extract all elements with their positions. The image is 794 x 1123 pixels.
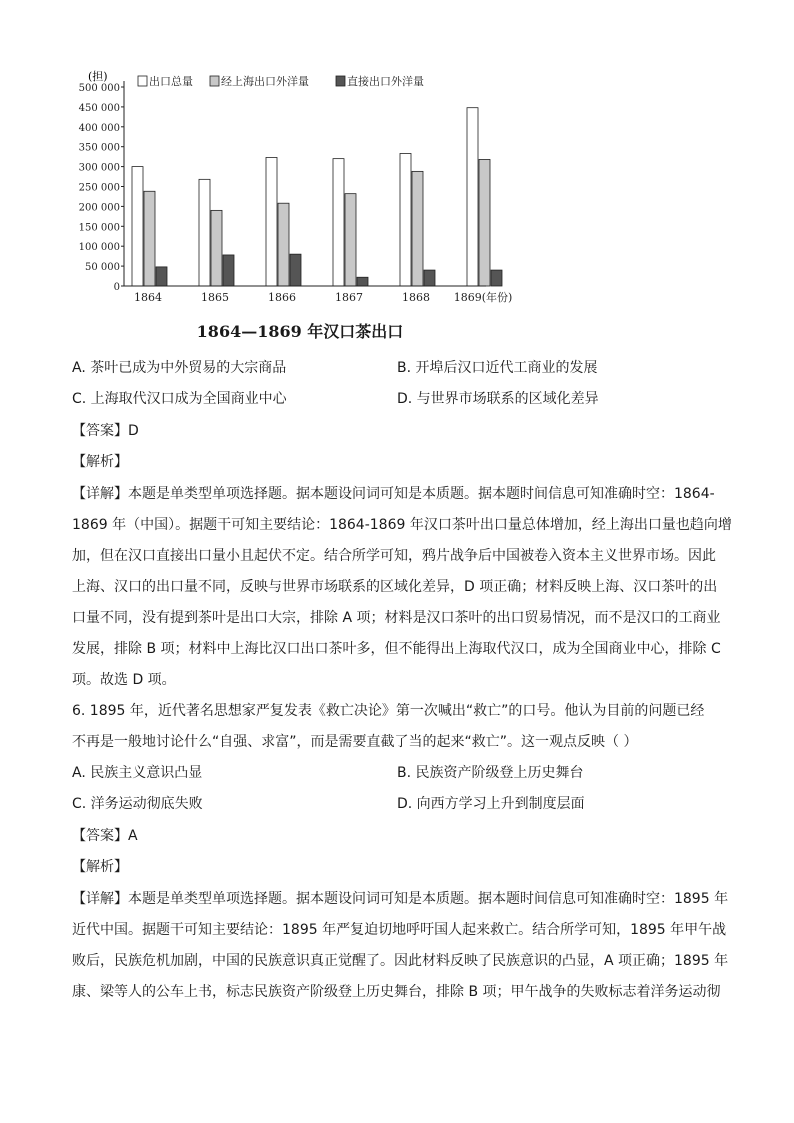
q6-analysis-tag: 【解析】 xyxy=(72,859,128,875)
legend-label: 出口总量 xyxy=(149,75,193,88)
q6-option-d[interactable]: D. 向西方学习上升到制度层面 xyxy=(397,796,585,812)
bar xyxy=(199,179,210,286)
answer-tag: 【答案】 xyxy=(72,423,128,439)
y-tick-label: 250 000 xyxy=(78,182,120,194)
y-axis xyxy=(79,81,124,293)
q5-detail-line: 项。故选 D 项。 xyxy=(72,672,176,688)
legend-label: 经上海出口外洋量 xyxy=(221,75,309,88)
bar xyxy=(278,203,289,286)
bar xyxy=(290,254,301,286)
x-tick-label: 1868 xyxy=(402,291,430,304)
bar xyxy=(424,270,435,286)
q6-answer xyxy=(72,826,138,846)
q5-answer xyxy=(72,421,139,441)
q6-option-c[interactable]: C. 洋务运动彻底失败 xyxy=(72,796,203,812)
bar xyxy=(156,267,167,286)
q6-detail-line: 近代中国。据题干可知主要结论：1895 年严复迫切地呼吁国人起来救亡。结合所学可知，1895 年甲午战 xyxy=(72,922,727,938)
x-tick-label: 1866 xyxy=(268,291,296,304)
q5-option-a[interactable]: A. 茶叶已成为中外贸易的大宗商品 xyxy=(72,360,287,376)
y-tick-label: 150 000 xyxy=(78,222,120,234)
q5-option-c[interactable]: C. 上海取代汉口成为全国商业中心 xyxy=(72,391,287,407)
y-unit-label: (担) xyxy=(88,70,108,83)
bar xyxy=(479,159,490,286)
q5-detail-line: 口量不同，没有提到茶叶是出口大宗，排除 A 项；材料是汉口茶叶的出口贸易情况，而不是汉口的工商业 xyxy=(72,610,721,626)
q6-stem-line: 6. 1895 年，近代著名思想家严复发表《救亡决论》第一次喊出“救亡”的口号。他认为目前的问题已经 xyxy=(72,703,705,719)
y-tick-label: 500 000 xyxy=(78,83,120,94)
answer-value: D xyxy=(128,423,139,439)
answer-tag: 【答案】 xyxy=(72,828,128,844)
bar xyxy=(412,171,423,286)
q5-detail-line: 上海、汉口的出口量不同，反映与世界市场联系的区域化差异，D 项正确；材料反映上海、汉口茶叶的出 xyxy=(72,579,718,595)
y-tick-label: 350 000 xyxy=(78,142,120,154)
q6-option-a[interactable]: A. 民族主义意识凸显 xyxy=(72,765,203,781)
bars-group xyxy=(132,108,502,286)
bar xyxy=(211,210,222,286)
q5-option-d[interactable]: D. 与世界市场联系的区域化差异 xyxy=(397,391,599,407)
y-tick-label: 450 000 xyxy=(78,102,120,114)
q5-detail-line: 【详解】本题是单类型单项选择题。据本题设问词可知是本质题。据本题时间信息可知准确时空：1864- xyxy=(72,486,715,502)
legend-swatch xyxy=(138,76,147,86)
legend-swatch xyxy=(210,76,219,86)
tea-export-bar-chart xyxy=(66,66,513,304)
q6-detail xyxy=(72,884,729,1008)
bar xyxy=(400,153,411,286)
bar xyxy=(357,277,368,286)
q5-detail-line: 1869 年（中国）。据题干可知主要结论：1864-1869 年汉口茶叶出口量总体增加，经上海出口量也趋向增 xyxy=(72,517,732,533)
y-tick-label: 100 000 xyxy=(78,242,120,254)
x-tick-label: 1865 xyxy=(201,291,229,304)
bar xyxy=(491,270,502,286)
q5-detail-line: 加，但在汉口直接出口量小且起伏不定。结合所学可知，鸦片战争后中国被卷入资本主义世界市场。因此 xyxy=(72,548,716,564)
bar xyxy=(144,191,155,286)
q6-stem xyxy=(72,696,726,758)
q6-detail-line: 【详解】本题是单类型单项选择题。据本题设问词可知是本质题。据本题时间信息可知准确时空：1895 年 xyxy=(72,891,729,907)
q5-detail-line: 发展，排除 B 项；材料中上海比汉口出口茶叶多，但不能得出上海取代汉口，成为全国商业中心，排除 C xyxy=(72,641,721,657)
bar xyxy=(333,159,344,286)
x-tick-label: 1867 xyxy=(335,291,363,304)
q6-option-b[interactable]: B. 民族资产阶级登上历史舞台 xyxy=(397,765,584,781)
bar xyxy=(345,194,356,286)
y-tick-label: 200 000 xyxy=(78,202,120,214)
bar xyxy=(132,167,143,286)
y-tick-label: 0 xyxy=(113,282,120,293)
legend-swatch xyxy=(336,76,345,86)
chart-legend xyxy=(138,74,424,88)
q6-stem-line: 不再是一般地讨论什么“自强、求富”，而是需要直截了当的起来“救亡”。这一观点反映（ ） xyxy=(72,734,638,750)
chart-title: 1864—1869 年汉口茶出口 xyxy=(196,322,404,341)
q6-detail-line: 康、梁等人的公车上书，标志民族资产阶级登上历史舞台，排除 B 项；甲午战争的失败标志着洋务运动彻 xyxy=(72,984,721,1000)
y-tick-label: 300 000 xyxy=(78,162,120,174)
q5-analysis-tag: 【解析】 xyxy=(72,454,128,470)
legend-label: 直接出口外洋量 xyxy=(347,75,424,88)
q5-option-b[interactable]: B. 开埠后汉口近代工商业的发展 xyxy=(397,360,598,376)
x-tick-label: 1864 xyxy=(134,291,162,304)
answer-value: A xyxy=(128,828,138,844)
bar xyxy=(266,157,277,286)
y-tick-label: 50 000 xyxy=(85,262,120,274)
bar xyxy=(223,255,234,286)
x-axis xyxy=(124,286,512,304)
x-tick-label: 1869(年份) xyxy=(453,291,513,304)
bar xyxy=(467,108,478,286)
q6-detail-line: 败后，民族危机加剧，中国的民族意识真正觉醒了。因此材料反映了民族意识的凸显，A 项正确；1895 年 xyxy=(72,953,729,969)
q5-detail xyxy=(72,479,732,696)
y-tick-label: 400 000 xyxy=(78,122,120,134)
